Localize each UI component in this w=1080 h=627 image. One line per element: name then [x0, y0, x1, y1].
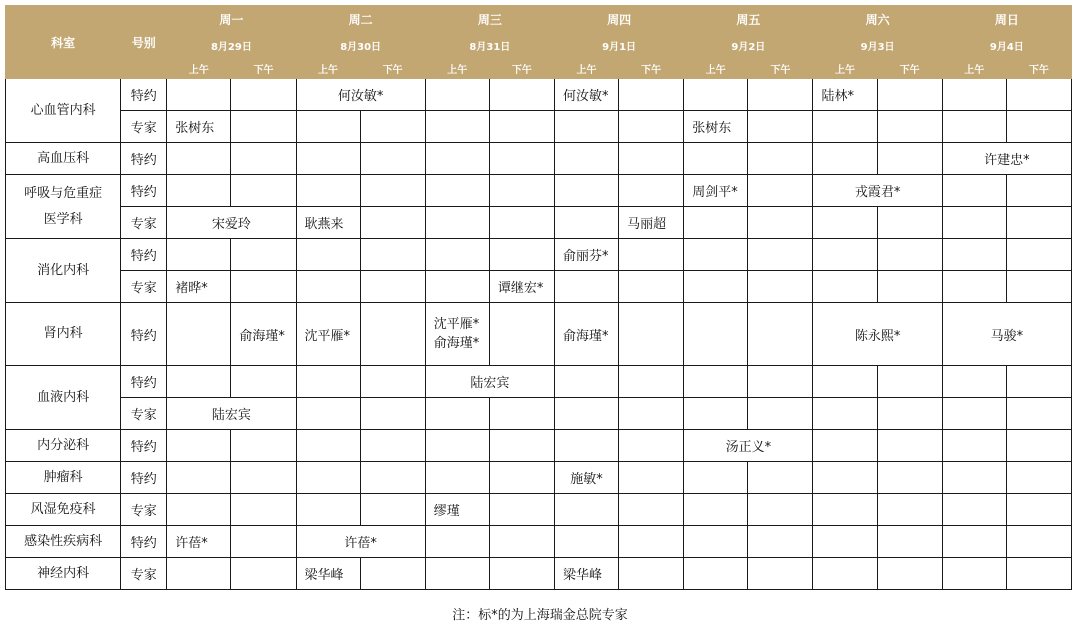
- slot-empty: [296, 366, 360, 398]
- slot-empty: [748, 111, 813, 143]
- slot-empty: [489, 303, 554, 366]
- table-row: [6, 462, 1072, 494]
- slot-empty: [1006, 175, 1071, 207]
- dept-respiratory: [6, 175, 121, 239]
- type-cell: 特约: [121, 175, 167, 207]
- slot-empty: [619, 462, 684, 494]
- slot-empty: [360, 239, 425, 271]
- header-day-mon: 周一: [167, 6, 296, 34]
- slot-empty: [684, 558, 748, 590]
- slot-doctor: 俞丽芬*: [554, 239, 618, 271]
- slot-doctor: 梁华峰: [554, 558, 618, 590]
- slot-doctor-multi: [425, 303, 489, 366]
- dept-respiratory-line2: 医学科: [43, 211, 83, 227]
- slot-empty: [748, 143, 813, 175]
- header-am: 上午: [425, 57, 489, 79]
- slot-empty: [877, 271, 942, 303]
- slot-doctor: 宋爱玲: [167, 207, 296, 239]
- type-cell: 特约: [121, 526, 167, 558]
- slot-empty: [425, 143, 489, 175]
- slot-empty: [877, 239, 942, 271]
- slot-empty: [813, 430, 877, 462]
- slot-empty: [360, 143, 425, 175]
- slot-empty: [231, 430, 296, 462]
- slot-empty: [425, 398, 489, 430]
- slot-empty: [296, 271, 360, 303]
- type-cell: 专家: [121, 111, 167, 143]
- slot-doctor: 陆宏宾: [167, 398, 296, 430]
- slot-empty: [748, 366, 813, 398]
- slot-empty: [619, 430, 684, 462]
- slot-empty: [684, 494, 748, 526]
- slot-empty: [877, 366, 942, 398]
- type-cell: 特约: [121, 430, 167, 462]
- table-row: [6, 175, 1072, 207]
- slot-empty: [167, 558, 231, 590]
- slot-empty: [425, 175, 489, 207]
- table-row: [6, 526, 1072, 558]
- header-date-wed: 8月31日: [425, 34, 554, 57]
- header-am: 上午: [554, 57, 618, 79]
- slot-empty: [1006, 462, 1071, 494]
- slot-doctor: 汤正义*: [684, 430, 813, 462]
- slot-doctor: 马骏*: [942, 303, 1071, 366]
- slot-empty: [942, 526, 1006, 558]
- slot-doctor: 施敏*: [554, 462, 618, 494]
- slot-doctor: 俞海瑾*: [231, 303, 296, 366]
- slot-empty: [684, 462, 748, 494]
- slot-empty: [813, 207, 877, 239]
- slot-empty: [1006, 558, 1071, 590]
- slot-empty: [167, 462, 231, 494]
- slot-empty: [813, 111, 877, 143]
- slot-empty: [489, 494, 554, 526]
- table-row: [6, 271, 1072, 303]
- slot-empty: [1006, 111, 1071, 143]
- slot-empty: [942, 462, 1006, 494]
- slot-empty: [1006, 430, 1071, 462]
- slot-empty: [619, 143, 684, 175]
- slot-empty: [748, 239, 813, 271]
- slot-empty: [877, 526, 942, 558]
- slot-empty: [813, 271, 877, 303]
- slot-doctor: 张树东: [684, 111, 748, 143]
- type-cell: 特约: [121, 79, 167, 111]
- table-row: [6, 558, 1072, 590]
- slot-empty: [296, 430, 360, 462]
- slot-empty: [813, 366, 877, 398]
- slot-doctor: 缪瑾: [425, 494, 489, 526]
- type-cell: 特约: [121, 143, 167, 175]
- slot-empty: [684, 271, 748, 303]
- slot-empty: [748, 462, 813, 494]
- slot-empty: [231, 143, 296, 175]
- header-am: 上午: [296, 57, 360, 79]
- slot-empty: [684, 398, 748, 430]
- type-cell: 专家: [121, 271, 167, 303]
- slot-empty: [619, 79, 684, 111]
- slot-empty: [748, 558, 813, 590]
- slot-empty: [296, 175, 360, 207]
- schedule-table: [5, 5, 1072, 590]
- header-pm: 下午: [748, 57, 813, 79]
- table-row: [6, 239, 1072, 271]
- slot-doctor: 陈永熙*: [813, 303, 942, 366]
- header-am: 上午: [942, 57, 1006, 79]
- slot-empty: [748, 79, 813, 111]
- header-am: 上午: [813, 57, 877, 79]
- slot-empty: [231, 558, 296, 590]
- header-pm: 下午: [231, 57, 296, 79]
- slot-empty: [489, 239, 554, 271]
- slot-empty: [360, 366, 425, 398]
- dept-hematology: 血液内科: [6, 366, 121, 430]
- header-date-tue: 8月30日: [296, 34, 425, 57]
- slot-empty: [877, 558, 942, 590]
- slot-empty: [554, 366, 618, 398]
- slot-empty: [619, 271, 684, 303]
- slot-doctor: 陆宏宾: [425, 366, 554, 398]
- slot-empty: [1006, 526, 1071, 558]
- slot-doctor: 俞海瑾*: [554, 303, 618, 366]
- slot-empty: [748, 303, 813, 366]
- slot-empty: [684, 303, 748, 366]
- slot-empty: [489, 207, 554, 239]
- header-day-sun: 周日: [942, 6, 1071, 34]
- slot-empty: [619, 526, 684, 558]
- slot-empty: [231, 79, 296, 111]
- slot-doctor: 谭继宏*: [489, 271, 554, 303]
- type-cell: 特约: [121, 239, 167, 271]
- type-cell: 专家: [121, 494, 167, 526]
- slot-empty: [425, 526, 489, 558]
- slot-empty: [877, 494, 942, 526]
- slot-doctor: 许蓓*: [296, 526, 425, 558]
- slot-empty: [425, 79, 489, 111]
- slot-empty: [167, 303, 231, 366]
- slot-doctor: 褚晔*: [167, 271, 231, 303]
- doctor-name: 俞海瑾*: [433, 336, 480, 351]
- dept-infectious: 感染性疾病科: [6, 526, 121, 558]
- slot-empty: [877, 79, 942, 111]
- slot-empty: [167, 494, 231, 526]
- slot-doctor: 张树东: [167, 111, 231, 143]
- slot-empty: [167, 430, 231, 462]
- slot-empty: [296, 398, 360, 430]
- header-date-sat: 9月3日: [813, 34, 942, 57]
- slot-empty: [1006, 79, 1071, 111]
- slot-empty: [296, 462, 360, 494]
- slot-empty: [619, 175, 684, 207]
- slot-empty: [425, 430, 489, 462]
- slot-empty: [813, 558, 877, 590]
- type-cell: 专家: [121, 558, 167, 590]
- dept-endocrine: 内分泌科: [6, 430, 121, 462]
- slot-empty: [813, 526, 877, 558]
- slot-empty: [619, 558, 684, 590]
- slot-doctor: 梁华峰: [296, 558, 360, 590]
- dept-hypertension: 高血压科: [6, 143, 121, 175]
- slot-doctor: 戎霞君*: [813, 175, 942, 207]
- slot-empty: [748, 494, 813, 526]
- slot-empty: [684, 526, 748, 558]
- slot-empty: [489, 558, 554, 590]
- slot-empty: [942, 175, 1006, 207]
- type-cell: 特约: [121, 462, 167, 494]
- slot-doctor: 许建忠*: [942, 143, 1071, 175]
- slot-empty: [942, 79, 1006, 111]
- slot-empty: [296, 239, 360, 271]
- slot-empty: [813, 143, 877, 175]
- table-header: [6, 6, 1072, 79]
- slot-empty: [1006, 271, 1071, 303]
- slot-empty: [231, 462, 296, 494]
- slot-empty: [296, 143, 360, 175]
- slot-empty: [231, 366, 296, 398]
- table-row: [6, 430, 1072, 462]
- slot-empty: [942, 398, 1006, 430]
- slot-empty: [425, 462, 489, 494]
- dept-cardio: 心血管内科: [6, 79, 121, 143]
- slot-empty: [619, 239, 684, 271]
- slot-empty: [489, 526, 554, 558]
- slot-empty: [231, 175, 296, 207]
- table-body: [6, 79, 1072, 590]
- dept-nephro: 肾内科: [6, 303, 121, 366]
- header-pm: 下午: [489, 57, 554, 79]
- slot-empty: [684, 366, 748, 398]
- table-row: [6, 366, 1072, 398]
- slot-empty: [1006, 366, 1071, 398]
- slot-empty: [360, 398, 425, 430]
- slot-empty: [942, 207, 1006, 239]
- table-row: [6, 398, 1072, 430]
- dept-oncology: 肿瘤科: [6, 462, 121, 494]
- slot-empty: [942, 494, 1006, 526]
- header-pm: 下午: [619, 57, 684, 79]
- slot-empty: [813, 462, 877, 494]
- header-dept: 科室: [6, 6, 121, 79]
- slot-empty: [619, 398, 684, 430]
- slot-empty: [360, 207, 425, 239]
- slot-empty: [877, 143, 942, 175]
- header-type: 号别: [121, 6, 167, 79]
- slot-empty: [554, 143, 618, 175]
- slot-doctor: 陆林*: [813, 79, 877, 111]
- header-day-fri: 周五: [684, 6, 813, 34]
- slot-empty: [231, 526, 296, 558]
- dept-gastro: 消化内科: [6, 239, 121, 303]
- slot-empty: [877, 207, 942, 239]
- header-am: 上午: [167, 57, 231, 79]
- slot-empty: [684, 239, 748, 271]
- slot-empty: [296, 494, 360, 526]
- slot-empty: [813, 239, 877, 271]
- slot-empty: [296, 111, 360, 143]
- table-row: [6, 207, 1072, 239]
- slot-empty: [167, 239, 231, 271]
- slot-doctor: 沈平雁*: [296, 303, 360, 366]
- slot-empty: [554, 207, 618, 239]
- header-day-tue: 周二: [296, 6, 425, 34]
- slot-empty: [489, 111, 554, 143]
- slot-empty: [425, 271, 489, 303]
- table-row: [6, 143, 1072, 175]
- slot-empty: [877, 430, 942, 462]
- slot-empty: [360, 494, 425, 526]
- slot-doctor: 马丽超: [619, 207, 684, 239]
- slot-empty: [554, 398, 618, 430]
- slot-empty: [554, 494, 618, 526]
- header-day-thu: 周四: [554, 6, 683, 34]
- doctor-name: 沈平雁*: [433, 317, 480, 332]
- slot-empty: [167, 143, 231, 175]
- slot-empty: [554, 271, 618, 303]
- slot-doctor: 耿燕来: [296, 207, 360, 239]
- slot-empty: [877, 398, 942, 430]
- slot-empty: [1006, 207, 1071, 239]
- slot-empty: [1006, 398, 1071, 430]
- slot-empty: [489, 398, 554, 430]
- slot-empty: [489, 462, 554, 494]
- slot-doctor: 何汝敏*: [296, 79, 425, 111]
- slot-empty: [942, 430, 1006, 462]
- dept-rheumatology: 风湿免疫科: [6, 494, 121, 526]
- header-pm: 下午: [877, 57, 942, 79]
- slot-empty: [554, 111, 618, 143]
- slot-empty: [748, 271, 813, 303]
- slot-empty: [231, 494, 296, 526]
- slot-empty: [813, 398, 877, 430]
- slot-empty: [489, 143, 554, 175]
- slot-empty: [877, 462, 942, 494]
- header-day-wed: 周三: [425, 6, 554, 34]
- slot-doctor: 周剑平*: [684, 175, 748, 207]
- table-row: [6, 303, 1072, 366]
- header-date-sun: 9月4日: [942, 34, 1071, 57]
- slot-empty: [360, 430, 425, 462]
- slot-empty: [360, 558, 425, 590]
- dept-neurology: 神经内科: [6, 558, 121, 590]
- slot-empty: [554, 526, 618, 558]
- slot-empty: [619, 366, 684, 398]
- slot-empty: [425, 558, 489, 590]
- slot-empty: [942, 558, 1006, 590]
- slot-empty: [942, 111, 1006, 143]
- footnote: 注：标*的为上海瑞金总院专家: [452, 608, 628, 623]
- slot-empty: [360, 175, 425, 207]
- slot-empty: [554, 430, 618, 462]
- slot-empty: [231, 111, 296, 143]
- slot-empty: [1006, 239, 1071, 271]
- header-am: 上午: [684, 57, 748, 79]
- type-cell: 特约: [121, 303, 167, 366]
- slot-empty: [813, 494, 877, 526]
- slot-empty: [425, 207, 489, 239]
- slot-empty: [619, 494, 684, 526]
- slot-empty: [684, 207, 748, 239]
- table-row: [6, 494, 1072, 526]
- type-cell: 专家: [121, 207, 167, 239]
- slot-empty: [489, 430, 554, 462]
- slot-empty: [167, 79, 231, 111]
- slot-empty: [1006, 494, 1071, 526]
- table-row: [6, 111, 1072, 143]
- slot-empty: [684, 143, 748, 175]
- slot-empty: [425, 111, 489, 143]
- header-date-thu: 9月1日: [554, 34, 683, 57]
- slot-empty: [489, 79, 554, 111]
- header-pm: 下午: [360, 57, 425, 79]
- slot-empty: [942, 271, 1006, 303]
- header-date-fri: 9月2日: [684, 34, 813, 57]
- slot-empty: [684, 79, 748, 111]
- slot-empty: [231, 271, 296, 303]
- slot-empty: [877, 111, 942, 143]
- slot-empty: [942, 239, 1006, 271]
- type-cell: 专家: [121, 398, 167, 430]
- header-day-sat: 周六: [813, 6, 942, 34]
- header-pm: 下午: [1006, 57, 1071, 79]
- slot-empty: [360, 303, 425, 366]
- slot-empty: [554, 175, 618, 207]
- table-row: [6, 79, 1072, 111]
- slot-empty: [360, 271, 425, 303]
- header-date-mon: 8月29日: [167, 34, 296, 57]
- slot-empty: [231, 239, 296, 271]
- slot-empty: [942, 366, 1006, 398]
- slot-empty: [748, 207, 813, 239]
- slot-empty: [748, 526, 813, 558]
- slot-empty: [619, 303, 684, 366]
- slot-empty: [360, 111, 425, 143]
- slot-empty: [425, 239, 489, 271]
- type-cell: 特约: [121, 366, 167, 398]
- slot-doctor: 许蓓*: [167, 526, 231, 558]
- dept-respiratory-line1: 呼吸与危重症: [24, 185, 103, 201]
- slot-empty: [489, 175, 554, 207]
- slot-empty: [167, 175, 231, 207]
- slot-empty: [748, 398, 813, 430]
- slot-empty: [360, 462, 425, 494]
- slot-doctor: 何汝敏*: [554, 79, 618, 111]
- slot-empty: [748, 175, 813, 207]
- slot-empty: [619, 111, 684, 143]
- slot-empty: [167, 366, 231, 398]
